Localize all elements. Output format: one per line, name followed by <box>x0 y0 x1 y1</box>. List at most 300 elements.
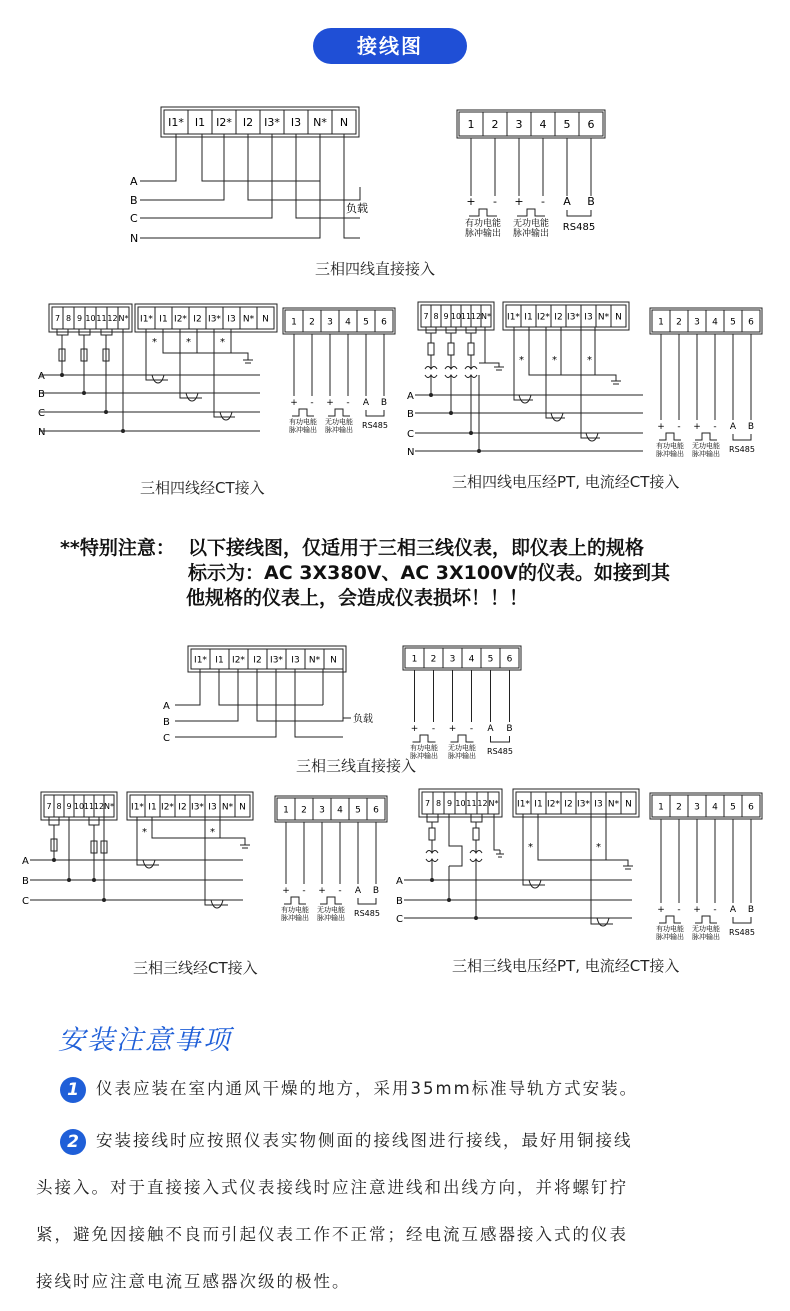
terminal-label: 12 <box>107 314 118 324</box>
phase-label: C <box>163 733 170 744</box>
terminal-label: I3* <box>270 655 283 666</box>
voltage-terminal-block <box>418 302 494 330</box>
terminal-cell <box>477 792 488 814</box>
terminal-cell <box>688 310 706 332</box>
current-terminal-block <box>135 304 277 332</box>
terminal-label: N <box>339 116 349 130</box>
svg-text:*: * <box>587 355 592 366</box>
terminal-cell <box>175 795 190 817</box>
terminal-cell <box>422 792 433 814</box>
terminal-label: I1 <box>534 799 543 810</box>
pulse-plus: + <box>318 886 326 896</box>
phase-label: A <box>38 371 45 382</box>
terminal-label: 9 <box>446 799 453 809</box>
rs485-label: RS485 <box>729 928 755 937</box>
terminal-cell <box>206 307 223 329</box>
pulse-label: 脉冲输出 <box>325 426 353 434</box>
pulse-plus: + <box>448 724 457 734</box>
pulse-wave-icon <box>469 209 497 216</box>
pulse-plus: + <box>657 905 665 915</box>
terminal-cell <box>160 795 175 817</box>
pulse-label: 无功电能 <box>325 418 353 426</box>
terminal-cell <box>74 307 85 329</box>
svg-text:*: * <box>210 827 215 838</box>
pulse-minus: - <box>677 905 681 915</box>
terminal-label: 3 <box>694 317 700 328</box>
terminal-label: I2 <box>178 802 187 813</box>
output-block-6 <box>650 793 770 941</box>
terminal-label: N* <box>607 799 620 810</box>
pulse-label: 脉冲输出 <box>692 450 720 458</box>
terminal-cell <box>500 648 519 668</box>
phase-label: B <box>396 896 403 907</box>
terminal-cell <box>461 305 471 327</box>
terminal-label: 8 <box>433 312 439 322</box>
caption-3p4w-ct: 三相四线经CT接入 <box>140 479 265 497</box>
pulse-label: 脉冲输出 <box>281 914 309 922</box>
terminal-cell <box>483 112 507 136</box>
pulse-minus: - <box>713 905 717 915</box>
terminal-label: I2* <box>216 116 232 130</box>
terminal-label: I2 <box>564 799 573 810</box>
terminal-cell <box>84 795 94 817</box>
terminal-cell <box>284 110 308 134</box>
terminal-label: I3* <box>567 312 580 323</box>
pulse-wave-icon <box>659 916 681 923</box>
pulse-minus: - <box>677 422 681 432</box>
caption-3p3w-pt-ct: 三相三线电压经PT, 电流经CT接入 <box>452 957 680 975</box>
terminal-label: 6 <box>506 654 513 665</box>
terminal-label: I3* <box>577 799 590 810</box>
pulse-minus: - <box>713 422 717 432</box>
phase-label: N <box>407 447 415 458</box>
rs485-b: B <box>380 398 388 408</box>
terminal-cell <box>706 310 724 332</box>
terminal-label: I3* <box>264 116 280 130</box>
caption-3p3w-ct: 三相三线经CT接入 <box>133 959 258 977</box>
svg-text:*: * <box>186 337 191 348</box>
terminal-cell <box>581 305 596 327</box>
terminal-label: 4 <box>712 317 718 328</box>
terminal-label: 1 <box>411 654 418 665</box>
pulse-minus: - <box>541 195 545 208</box>
terminal-cell <box>220 795 235 817</box>
current-terminal-block <box>503 302 629 330</box>
wiring <box>404 814 633 926</box>
terminal-label: I2* <box>547 799 560 810</box>
terminal-label: N <box>239 802 246 813</box>
terminal-cell <box>431 305 441 327</box>
terminal-cell <box>107 307 118 329</box>
terminal-label: 6 <box>587 118 595 132</box>
terminal-cell <box>688 795 706 817</box>
pulse-label: 无功电能 <box>448 744 476 752</box>
terminal-label: N* <box>221 802 234 813</box>
terminal-label: 1 <box>467 118 475 132</box>
phase-label: A <box>22 856 29 867</box>
terminal-label: I1 <box>524 312 533 323</box>
terminal-label: I1* <box>131 802 144 813</box>
pulse-label: 脉冲输出 <box>448 752 476 760</box>
terminal-cell <box>706 795 724 817</box>
terminal-label: 6 <box>748 802 754 813</box>
install-item-1 <box>60 1065 780 1112</box>
pulse-wave-icon <box>695 916 717 923</box>
terminal-cell <box>516 792 531 814</box>
rs485-label: RS485 <box>729 445 755 454</box>
terminal-label: I1 <box>159 314 168 325</box>
terminal-cell <box>172 307 189 329</box>
terminal-label: 2 <box>430 654 437 665</box>
terminal-cell <box>451 305 461 327</box>
pulse-plus: + <box>410 724 419 734</box>
terminal-label: I2 <box>554 312 563 323</box>
diagram-3p4w-ct <box>30 305 270 440</box>
terminal-cell <box>104 795 114 817</box>
pulse-plus: + <box>466 195 476 208</box>
pulse-label: 有功电能 <box>281 906 309 914</box>
pulse-label: 有功电能 <box>410 744 438 752</box>
svg-text:*: * <box>152 337 157 348</box>
pulse-plus: + <box>282 886 290 896</box>
terminal-label: 6 <box>748 317 754 328</box>
phase-label: A <box>396 876 403 887</box>
terminal-label: 1 <box>291 317 297 328</box>
output-block-5 <box>275 796 395 921</box>
terminal-cell <box>481 305 491 327</box>
install-text: 安装接线时应按照仪表实物侧面的接线图进行接线，最好用铜接线 <box>96 1131 633 1150</box>
terminal-cell <box>286 649 305 669</box>
phase-label: A <box>407 391 414 402</box>
terminal-cell <box>118 307 129 329</box>
pulse-label: 有功电能 <box>656 925 684 933</box>
terminal-label: 4 <box>468 654 475 665</box>
notice-line: 标示为：AC 3X380V、AC 3X100V的仪表。如接到其 <box>188 562 670 584</box>
terminal-cell <box>188 110 212 134</box>
rs485-a: A <box>563 195 571 208</box>
terminal-label: I3 <box>594 799 603 810</box>
terminal-cell <box>349 798 367 820</box>
terminal-cell <box>481 648 500 668</box>
terminal-label: 9 <box>443 312 449 322</box>
pulse-minus: - <box>310 398 314 408</box>
terminal-label: 11 <box>96 314 107 324</box>
terminal-cell <box>63 307 74 329</box>
rs485-a: A <box>729 422 737 432</box>
phase-label: B <box>22 876 29 887</box>
terminal-label: I3 <box>584 312 593 323</box>
terminal-label: 8 <box>435 799 442 809</box>
terminal-cell <box>421 305 431 327</box>
terminal-cell <box>267 649 286 669</box>
terminal-cell <box>670 795 688 817</box>
terminal-label: N <box>330 655 337 666</box>
terminal-label: I2* <box>537 312 550 323</box>
terminal-cell <box>536 305 551 327</box>
terminal-label: 11 <box>83 802 95 812</box>
terminal-cell <box>652 310 670 332</box>
terminal-label: N <box>625 799 632 810</box>
terminal-cell <box>579 112 603 136</box>
terminal-label: N* <box>313 116 327 130</box>
terminal-cell <box>488 792 499 814</box>
terminal-label: 1 <box>658 802 664 813</box>
terminal-cell <box>433 792 444 814</box>
install-text: 紧，避免因接触不良而引起仪表工作不正常；经电流互感器接入式的仪表 <box>36 1225 628 1244</box>
phase-label: B <box>130 194 138 207</box>
terminal-label: 6 <box>373 805 379 816</box>
pulse-minus: - <box>493 195 497 208</box>
terminal-cell <box>130 795 145 817</box>
terminal-cell <box>285 310 303 332</box>
rs485-a: A <box>729 905 737 915</box>
pulse-wave-icon <box>695 433 717 440</box>
terminal-cell <box>164 110 188 134</box>
terminal-label: I3 <box>290 116 302 130</box>
terminal-label: 5 <box>355 805 361 816</box>
output-block-1 <box>455 110 605 239</box>
svg-text:*: * <box>552 355 557 366</box>
pulse-minus: - <box>338 886 342 896</box>
pulse-plus: + <box>693 905 701 915</box>
caption-3p3w-direct: 三相三线直接接入 <box>296 757 417 775</box>
rs485-label: RS485 <box>362 421 388 430</box>
phase-label: N <box>130 232 139 245</box>
svg-text:*: * <box>142 827 147 838</box>
terminal-cell <box>321 310 339 332</box>
terminal-cell <box>531 792 546 814</box>
terminal-label: I1* <box>507 312 520 323</box>
terminal-cell <box>566 305 581 327</box>
pulse-wave-icon <box>320 897 342 904</box>
terminal-label: N* <box>308 655 321 666</box>
terminal-label: 1 <box>283 805 289 816</box>
terminal-label: 5 <box>730 802 736 813</box>
pulse-label: 脉冲输出 <box>317 914 345 922</box>
svg-text:*: * <box>596 842 601 853</box>
pulse-label: 有功电能 <box>289 418 317 426</box>
terminal-cell <box>295 798 313 820</box>
diagram-3p4w-pt-ct <box>403 303 648 463</box>
pulse-plus: + <box>290 398 298 408</box>
terminal-label: 3 <box>319 805 325 816</box>
terminal-label: 4 <box>337 805 343 816</box>
terminal-cell <box>596 305 611 327</box>
terminal-cell <box>324 649 343 669</box>
pulse-label: 无功电能 <box>692 925 720 933</box>
terminal-cell <box>471 305 481 327</box>
terminal-cell <box>531 112 555 136</box>
pulse-minus: - <box>346 398 350 408</box>
pulse-wave-icon <box>413 735 436 742</box>
terminal-cell <box>555 112 579 136</box>
terminal-label: 12 <box>470 312 482 322</box>
terminal-cell <box>240 307 257 329</box>
load-label: 负载 <box>346 202 368 215</box>
terminal-label: 10 <box>455 799 466 809</box>
pulse-minus: - <box>469 724 474 734</box>
rs485-b: B <box>372 886 380 896</box>
wiring <box>40 329 260 431</box>
rs485-b: B <box>747 422 755 432</box>
phase-label: C <box>396 914 403 925</box>
terminal-cell <box>724 795 742 817</box>
terminal-cell <box>444 792 455 814</box>
terminal-cell <box>561 792 576 814</box>
terminal-label: I1 <box>148 802 157 813</box>
pulse-wave-icon <box>451 735 474 742</box>
terminal-label: 4 <box>345 317 351 328</box>
terminal-cell <box>367 798 385 820</box>
rs485-a: A <box>354 886 362 896</box>
pulse-wave-icon <box>328 409 350 416</box>
terminal-label: 10 <box>450 312 462 322</box>
page-title: 接线图 <box>313 28 467 64</box>
wiring <box>140 134 360 238</box>
pulse-plus: + <box>657 422 665 432</box>
terminal-cell <box>443 648 462 668</box>
terminal-cell <box>54 795 64 817</box>
terminal-label: 2 <box>491 118 499 132</box>
phase-label: N <box>38 427 46 438</box>
terminal-label: 2 <box>301 805 307 816</box>
phase-label: C <box>407 429 414 440</box>
pulse-label: 有功电能 <box>464 219 502 229</box>
terminal-label: 7 <box>46 802 52 812</box>
load-label: 负载 <box>353 714 373 725</box>
pulse-wave-icon <box>284 897 306 904</box>
terminal-label: 4 <box>712 802 718 813</box>
terminal-label: N* <box>118 314 129 324</box>
terminal-label: I2 <box>253 655 262 666</box>
terminal-cell <box>155 307 172 329</box>
terminal-cell <box>189 307 206 329</box>
pulse-wave-icon <box>292 409 314 416</box>
current-terminal-block <box>161 107 359 137</box>
terminal-cell <box>507 112 531 136</box>
terminal-cell <box>235 795 250 817</box>
terminal-label: 3 <box>515 118 523 132</box>
terminal-label: I3 <box>227 314 236 325</box>
terminal-label: 7 <box>54 314 61 324</box>
rs485-a: A <box>487 724 494 734</box>
caption-3p4w-direct: 三相四线直接接入 <box>315 260 436 278</box>
terminal-cell <box>96 307 107 329</box>
terminal-label: 2 <box>676 802 682 813</box>
rs485-label: RS485 <box>487 747 513 756</box>
notice-line: 他规格的仪表上，会造成仪表损坏！！！ <box>186 587 529 609</box>
diagram-3p4w-direct <box>120 105 370 250</box>
terminal-cell <box>257 307 274 329</box>
terminal-label: I1* <box>140 314 153 325</box>
install-text: 头接入。对于直接接入式仪表接线时应注意进线和出线方向，并将螺钉拧 <box>36 1178 628 1197</box>
terminal-label: I2* <box>232 655 245 666</box>
rs485-b: B <box>587 195 595 208</box>
voltage-terminal-block <box>49 304 132 332</box>
install-text: 仪表应装在室内通风干燥的地方，采用35mm标准导轨方式安装。 <box>96 1079 639 1098</box>
terminal-label: N <box>615 312 622 323</box>
item-number-badge: 1 <box>60 1077 86 1103</box>
terminal-cell <box>742 310 760 332</box>
phase-label: C <box>38 408 45 419</box>
pulse-minus: - <box>302 886 306 896</box>
terminal-label: I1* <box>517 799 530 810</box>
install-title: 安装注意事项 <box>58 1025 232 1056</box>
pulse-minus: - <box>431 724 436 734</box>
pulse-label: 无功电能 <box>512 219 550 229</box>
terminal-label: I2 <box>193 314 202 325</box>
terminal-label: 5 <box>487 654 494 665</box>
terminal-cell <box>331 798 349 820</box>
wiring <box>175 669 351 737</box>
pulse-label: 脉冲输出 <box>289 426 317 434</box>
terminal-cell <box>210 649 229 669</box>
notice-line: 以下接线图，仅适用于三相三线仪表，即仪表上的规格 <box>188 537 645 559</box>
phase-label: B <box>163 717 170 728</box>
terminal-cell <box>64 795 74 817</box>
terminal-cell <box>606 792 621 814</box>
terminal-cell <box>303 310 321 332</box>
terminal-label: 2 <box>309 317 315 328</box>
terminal-cell <box>375 310 393 332</box>
terminal-label: I3 <box>291 655 300 666</box>
terminal-cell <box>191 649 210 669</box>
voltage-terminal-block <box>419 789 502 817</box>
terminal-label: 8 <box>56 802 62 812</box>
terminal-cell <box>621 792 636 814</box>
notice-head: **特别注意： <box>60 537 175 559</box>
pulse-wave-icon <box>659 433 681 440</box>
terminal-label: I1* <box>194 655 207 666</box>
terminal-label: 6 <box>381 317 387 328</box>
terminal-label: I1 <box>215 655 224 666</box>
phase-label: A <box>130 175 138 188</box>
terminal-label: 8 <box>65 314 72 324</box>
terminal-cell <box>52 307 63 329</box>
current-terminal-block <box>188 646 346 672</box>
terminal-label: 7 <box>424 799 431 809</box>
terminal-cell <box>424 648 443 668</box>
terminal-label: I2* <box>161 802 174 813</box>
terminal-cell <box>670 310 688 332</box>
terminal-cell <box>260 110 284 134</box>
pulse-plus: + <box>693 422 701 432</box>
terminal-cell <box>313 798 331 820</box>
terminal-cell <box>74 795 84 817</box>
pulse-label: 脉冲输出 <box>692 933 720 941</box>
terminal-label: 3 <box>694 802 700 813</box>
terminal-cell <box>611 305 626 327</box>
terminal-label: 11 <box>460 312 472 322</box>
pulse-label: 脉冲输出 <box>464 229 502 239</box>
terminal-label: 12 <box>477 799 488 809</box>
terminal-cell <box>305 649 324 669</box>
terminal-label: 3 <box>327 317 333 328</box>
current-terminal-block <box>127 792 253 820</box>
output-block-3 <box>650 308 770 458</box>
terminal-cell <box>236 110 260 134</box>
terminal-label: N* <box>242 314 255 325</box>
terminal-label: N* <box>104 802 114 812</box>
pulse-label: 脉冲输出 <box>656 933 684 941</box>
pulse-label: 无功电能 <box>692 442 720 450</box>
rs485-label: RS485 <box>354 909 380 918</box>
terminal-label: I3 <box>208 802 217 813</box>
phase-label: B <box>407 409 414 420</box>
terminal-cell <box>459 112 483 136</box>
terminal-label: 10 <box>73 802 85 812</box>
phase-label: A <box>163 701 170 712</box>
